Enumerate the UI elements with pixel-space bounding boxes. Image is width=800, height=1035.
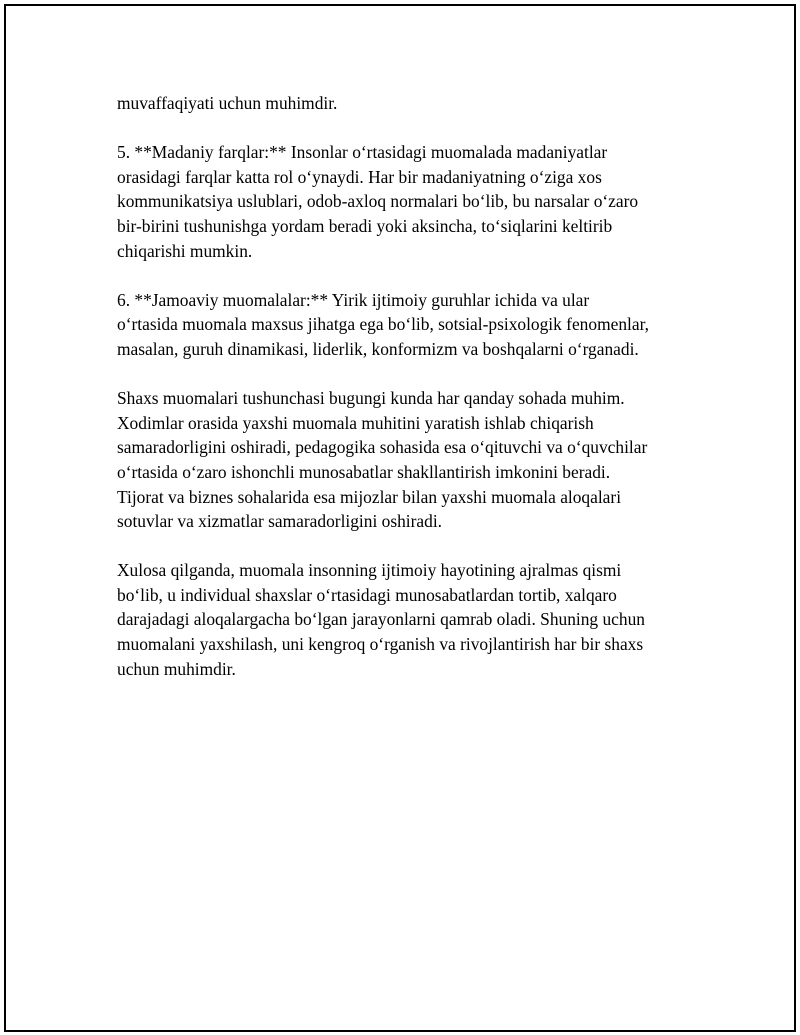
- text-line: masalan, guruh dinamikasi, liderlik, konformizm va boshqalarni o‘rganadi.: [117, 338, 639, 359]
- text-line: Tijorat va biznes sohalarida esa mijozlar bilan yaxshi muomala aloqalari: [117, 486, 622, 507]
- paragraph-group-communication: [117, 288, 707, 362]
- text-line: 6. **Jamoaviy muomalalar:** Yirik ijtimoiy guruhlar ichida va ular: [117, 289, 590, 310]
- text-line: o‘rtasida muomala maxsus jihatga ega bo‘lib, sotsial-psixologik fenomenlar,: [117, 314, 650, 335]
- text-line: samaradorligini oshiradi, pedagogika sohasida esa o‘qituvchi va o‘quvchilar: [117, 437, 648, 458]
- text-line: Xodimlar orasida yaxshi muomala muhitini yaratish ishlab chiqarish: [117, 412, 594, 433]
- text-line: Shaxs muomalari tushunchasi bugungi kunda har qanday sohada muhim.: [117, 388, 625, 409]
- paragraph-importance: [117, 386, 707, 534]
- text-line: orasidagi farqlar katta rol o‘ynaydi. Har bir madaniyatning o‘ziga xos: [117, 166, 602, 187]
- text-line: darajadagi aloqalargacha bo‘lgan jarayonlarni qamrab oladi. Shuning uchun: [117, 609, 645, 630]
- text-line: muomalani yaxshilash, uni kengroq o‘rganish va rivojlantirish har bir shaxs: [117, 634, 644, 655]
- text-line: 5. **Madaniy farqlar:** Insonlar o‘rtasidagi muomalada madaniyatlar: [117, 142, 608, 163]
- text-line: o‘rtasida o‘zaro ishonchli munosabatlar shakllantirish imkonini beradi.: [117, 461, 611, 482]
- paragraph-continuation: [117, 91, 707, 116]
- text-line: kommunikatsiya uslublari, odob-axloq normalari bo‘lib, bu narsalar o‘zaro: [117, 191, 639, 212]
- text-line: bir-birini tushunishga yordam beradi yoki aksincha, to‘siqlarini keltirib: [117, 215, 613, 236]
- text-line: sotuvlar va xizmatlar samaradorligini oshiradi.: [117, 511, 443, 532]
- text-line: muvaffaqiyati uchun muhimdir.: [117, 93, 338, 113]
- text-line: bo‘lib, u individual shaxslar o‘rtasidagi munosabatlardan tortib, xalqaro: [117, 584, 617, 605]
- paragraph-cultural-differences: [117, 140, 707, 263]
- text-line: chiqarishi mumkin.: [117, 240, 253, 261]
- text-line: uchun muhimdir.: [117, 658, 236, 679]
- paragraph-conclusion: [117, 558, 707, 681]
- document-body: [117, 91, 707, 706]
- text-line: Xulosa qilganda, muomala insonning ijtimoiy hayotining ajralmas qismi: [117, 560, 622, 581]
